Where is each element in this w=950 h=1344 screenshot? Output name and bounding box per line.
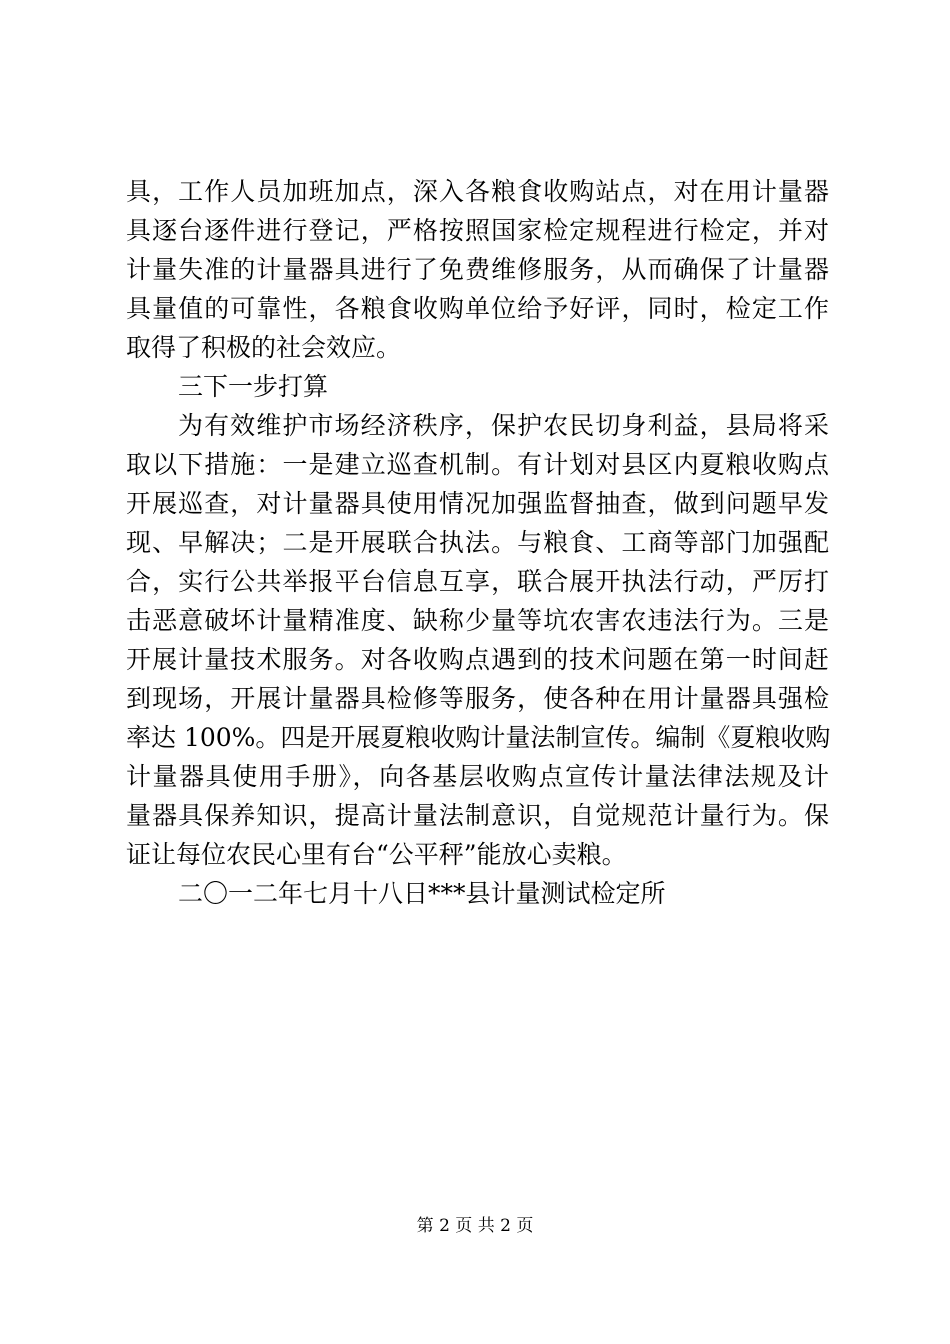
paragraph-1-line-5: 取得了积极的社会效应。 <box>126 333 402 362</box>
signature-line: 二〇一二年七月十八日***县计量测试检定所 <box>178 879 666 908</box>
paragraph-2-line-6: 击恶意破坏计量精准度、缺称少量等坑农害农违法行为。三是 <box>126 606 829 635</box>
paragraph-2-line-11: 量器具保养知识，提高计量法制意识，自觉规范计量行为。保 <box>126 801 829 830</box>
section-heading: 三下一步打算 <box>178 372 329 401</box>
page-footer: 第 2 页 共 2 页 <box>416 1216 534 1236</box>
paragraph-2-line-2: 取以下措施：一是建立巡查机制。有计划对县区内夏粮收购点 <box>126 450 829 479</box>
paragraph-2-line-4: 现、早解决；二是开展联合执法。与粮食、工商等部门加强配 <box>126 528 829 557</box>
paragraph-2-line-7: 开展计量技术服务。对各收购点遇到的技术问题在第一时间赶 <box>126 645 829 674</box>
paragraph-1-line-1: 具，工作人员加班加点，深入各粮食收购站点，对在用计量器 <box>126 177 829 206</box>
paragraph-2-line-10: 计量器具使用手册》，向各基层收购点宣传计量法律法规及计 <box>126 762 829 791</box>
paragraph-2-line-9: 率达 100%。四是开展夏粮收购计量法制宣传。编制《夏粮收购 <box>126 723 831 752</box>
paragraph-2-line-5: 合，实行公共举报平台信息互享，联合展开执法行动，严厉打 <box>126 567 829 596</box>
paragraph-2-line-1: 为有效维护市场经济秩序，保护农民切身利益，县局将采 <box>178 411 829 440</box>
document-body <box>126 172 829 913</box>
paragraph-2-line-8: 到现场，开展计量器具检修等服务，使各种在用计量器具强检 <box>126 684 829 713</box>
paragraph-2-line-3: 开展巡查，对计量器具使用情况加强监督抽查，做到问题早发 <box>126 489 829 518</box>
paragraph-1-line-3: 计量失准的计量器具进行了免费维修服务，从而确保了计量器 <box>126 255 829 284</box>
paragraph-1-line-2: 具逐台逐件进行登记，严格按照国家检定规程进行检定，并对 <box>126 216 829 245</box>
paragraph-1-line-4: 具量值的可靠性，各粮食收购单位给予好评，同时，检定工作 <box>126 294 829 323</box>
paragraph-2-line-12: 证让每位农民心里有台“公平秤”能放心卖粮。 <box>126 840 627 869</box>
